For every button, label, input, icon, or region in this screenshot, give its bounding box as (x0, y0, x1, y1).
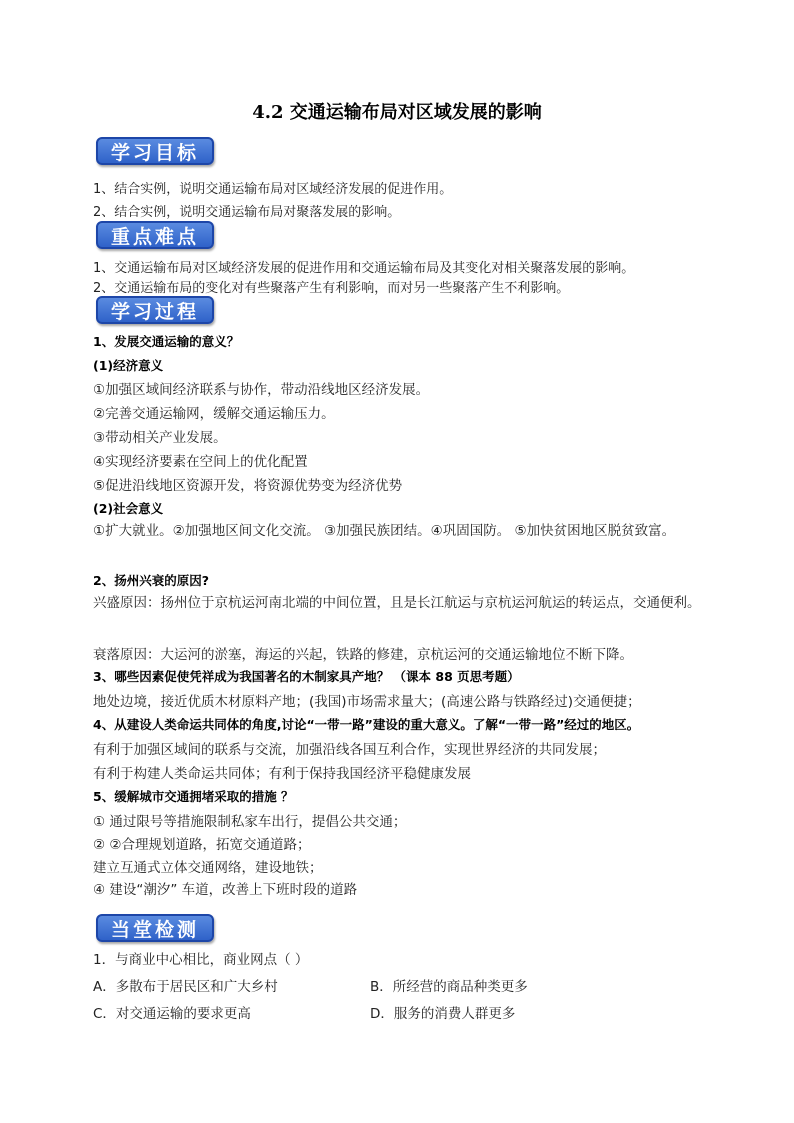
answer-line: 有利于加强区域间的联系与交流，加强沿线各国互利合作，实现世界经济的共同发展； (93, 742, 606, 758)
question-heading: 3、哪些因素促使凭祥成为我国著名的木制家具产地？ （课本 88 页思考题） (93, 669, 520, 684)
question-heading: 1、发展交通运输的意义？ (93, 334, 240, 349)
option-b: B．所经营的商品种类更多 (370, 979, 528, 995)
question-heading: 2、扬州兴衰的原因? (93, 573, 209, 588)
answer-line: ④ 建设“潮汐” 车道，改善上下班时段的道路 (93, 882, 358, 898)
econ-item: ③带动相关产业发展。 (93, 430, 227, 446)
section-badge-check: 当堂检测 (96, 914, 214, 942)
option-a: A．多散布于居民区和广大乡村 (93, 979, 278, 995)
key-item: 2、交通运输布局的变化对有些聚落产生有利影响，而对另一些聚落产生不利影响。 (93, 281, 570, 296)
answer-line: 地处边境，接近优质木材原料产地；(我国)市场需求量大；(高速公路与铁路经过)交通便捷； (93, 694, 641, 710)
section-badge-process: 学习过程 (96, 296, 214, 324)
question-heading: 4、从建设人类命运共同体的角度,讨论“一带一路”建设的重大意义。了解“一带一路”经过的地区。 (93, 717, 640, 732)
section-badge-key: 重点难点 (96, 221, 214, 249)
econ-item: ⑤促进沿线地区资源开发，将资源优势变为经济优势 (93, 478, 403, 494)
sub-heading: (1)经济意义 (93, 358, 164, 373)
answer-line: ② ②合理规划道路，拓宽交通道路； (93, 837, 311, 853)
sub-heading: (2)社会意义 (93, 501, 164, 516)
rise-paragraph: 兴盛原因：扬州位于京杭运河南北端的中间位置，且是长江航运与京杭运河航运的转运点，交通便利。 (93, 595, 701, 611)
option-d: D．服务的消费人群更多 (370, 1006, 516, 1022)
answer-line: ① 通过限号等措施限制私家车出行，提倡公共交通； (93, 814, 407, 830)
question-heading: 5、缓解城市交通拥堵采取的措施 ？ (93, 789, 294, 804)
fall-paragraph: 衰落原因：大运河的淤塞，海运的兴起，铁路的修建，京杭运河的交通运输地位不断下降。 (93, 647, 633, 663)
page-title: 4.2 交通运输布局对区域发展的影响 (252, 102, 542, 123)
check-question: 1．与商业中心相比，商业网点（ ） (93, 952, 309, 968)
section-badge-goals: 学习目标 (96, 137, 214, 165)
goal-item: 2、结合实例，说明交通运输布局对聚落发展的影响。 (93, 205, 401, 220)
econ-item: ②完善交通运输网，缓解交通运输压力。 (93, 406, 335, 422)
econ-item: ①加强区域间经济联系与协作，带动沿线地区经济发展。 (93, 382, 430, 398)
answer-line: 有利于构建人类命运共同体；有利于保持我国经济平稳健康发展 (93, 766, 471, 782)
answer-line: 建立互通式立体交通网络，建设地铁； (93, 860, 323, 876)
social-paragraph: ①扩大就业。②加强地区间文化交流。 ③加强民族团结。④巩固国防。 ⑤加快贫困地区脱贫致富。 (93, 523, 676, 539)
econ-item: ④实现经济要素在空间上的优化配置 (93, 454, 308, 470)
option-c: C．对交通运输的要求更高 (93, 1006, 251, 1022)
key-item: 1、交通运输布局对区域经济发展的促进作用和交通运输布局及其变化对相关聚落发展的影响。 (93, 261, 635, 276)
goal-item: 1、结合实例，说明交通运输布局对区域经济发展的促进作用。 (93, 182, 453, 197)
